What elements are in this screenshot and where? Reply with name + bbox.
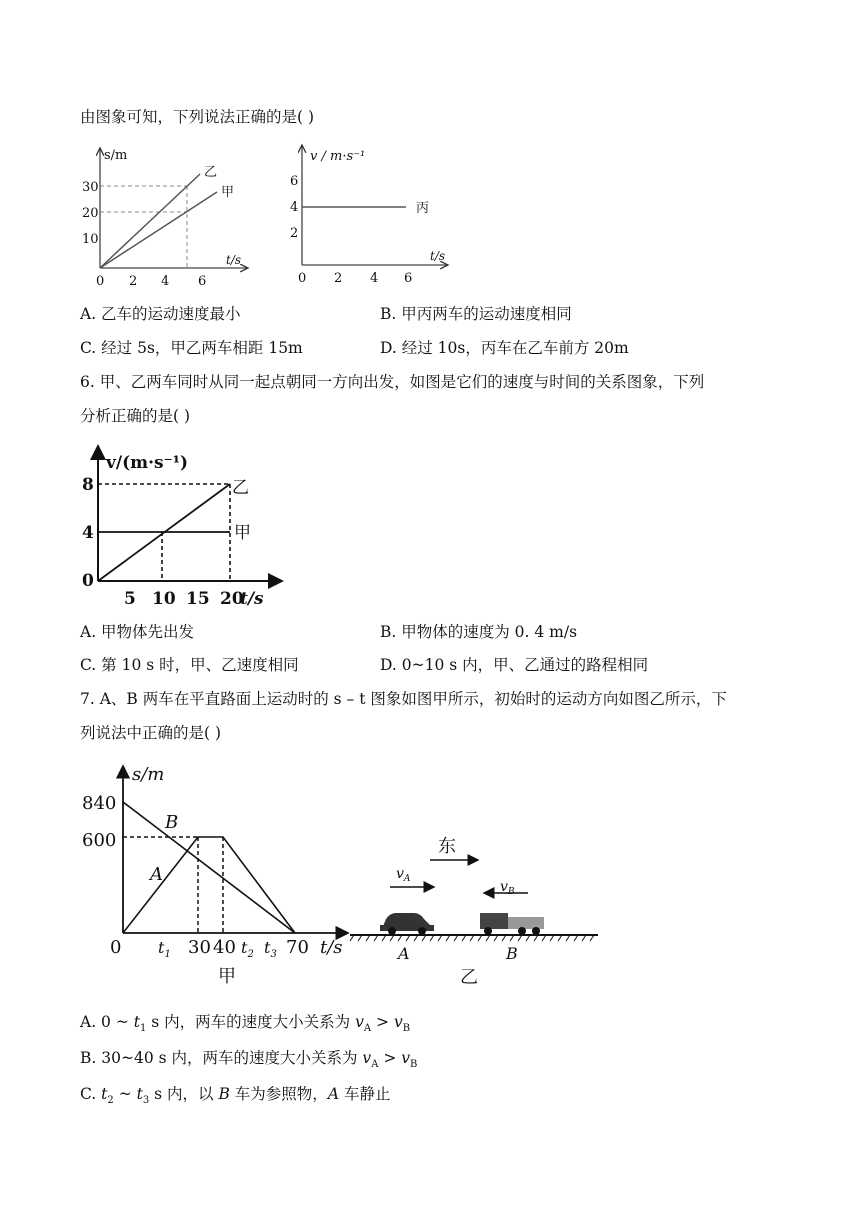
line-yi [100, 174, 200, 268]
tick-2: 2 [290, 226, 299, 241]
q7-option-b[interactable]: B. 30~40 s 内，两车的速度大小关系为 $v_A > v_B$ [80, 1049, 418, 1071]
tick-x15: 15 [186, 589, 210, 609]
tick-x5: 5 [124, 589, 136, 609]
tick-8: 8 [82, 475, 94, 495]
q6-vt-graph [82, 440, 292, 610]
tick-x2: 2 [334, 271, 343, 286]
q6-option-c[interactable]: C. 第 10 s 时，甲、乙速度相同 [80, 656, 299, 674]
tick-x0: 0 [298, 271, 307, 286]
q7-stem-line1: 7. A、B 两车在平直路面上运动时的 s – t 图象如图甲所示，初始时的运动方向如图乙所示，下 [80, 690, 727, 708]
line-b [123, 802, 295, 933]
label-yi: 乙 [232, 478, 249, 498]
q7-option-c[interactable]: C. $t_2$ ~ $t_3$ s 内，以 B 车为参照物，A 车静止 [80, 1085, 391, 1107]
line-a [123, 837, 295, 933]
tick-20: 20 [82, 206, 99, 221]
caption-jia: 甲 [218, 966, 236, 987]
q5-option-b[interactable]: B. 甲丙两车的运动速度相同 [380, 305, 572, 323]
q6-stem-line1: 6. 甲、乙两车同时从同一起点朝同一方向出发，如图是它们的速度与时间的关系图象，下列 [80, 373, 705, 391]
tick-0: 0 [82, 571, 94, 591]
tick-30: 30 [82, 180, 99, 195]
x-axis-label: t/s [430, 249, 446, 263]
label-b: B [165, 812, 179, 833]
vb-label: $v_B$ [500, 879, 515, 897]
label-bing: 丙 [416, 201, 430, 216]
x-axis-label: t/s [320, 937, 343, 958]
va-label: $v_A$ [396, 866, 411, 884]
y-axis-label: v / m·s⁻¹ [310, 149, 366, 164]
direction-label: 东 [438, 836, 456, 857]
label-jia: 甲 [221, 185, 235, 200]
tick-30: 30 [188, 937, 211, 958]
y-axis-label: v/(m·s⁻¹) [106, 453, 189, 473]
q5-option-c[interactable]: C. 经过 5s，甲乙两车相距 15m [80, 339, 303, 357]
tick-10: 10 [82, 232, 99, 247]
q7-cars-figure [350, 825, 605, 990]
car-a-label: A [398, 944, 410, 963]
tick-4: 4 [82, 523, 94, 543]
q5-stem: 由图象可知，下列说法正确的是( ) [80, 108, 315, 126]
tick-840: 840 [82, 793, 117, 814]
tick-x0: 0 [96, 274, 105, 289]
car-b-label: B [506, 944, 518, 963]
tick-x6: 6 [404, 271, 413, 286]
truck-b-icon [480, 913, 544, 935]
car-a-icon [380, 913, 434, 935]
tick-x10: 10 [152, 589, 176, 609]
q5-st-graph [80, 140, 260, 290]
line-jia [100, 192, 217, 268]
label-jia: 甲 [234, 523, 251, 543]
q5-vt-graph [288, 140, 458, 290]
tick-4: 4 [290, 200, 299, 215]
tick-x4: 4 [370, 271, 379, 286]
tick-70: 70 [286, 937, 309, 958]
y-axis-label: s/m [132, 764, 165, 785]
tick-t3: $t_3$ [264, 938, 277, 960]
q7-stem-line2: 列说法中正确的是( ) [80, 724, 222, 742]
label-yi: 乙 [204, 165, 218, 180]
tick-6: 6 [290, 174, 299, 189]
q7-st-graph [80, 760, 355, 985]
x-axis-label: t/s [240, 589, 264, 609]
q5-option-d[interactable]: D. 经过 10s，丙车在乙车前方 20m [380, 339, 629, 357]
tick-40: 40 [213, 937, 236, 958]
y-axis-label: s/m [104, 148, 128, 163]
tick-600: 600 [82, 830, 117, 851]
tick-origin: 0 [110, 937, 122, 958]
q6-option-a[interactable]: A. 甲物体先出发 [80, 623, 195, 641]
tick-x4: 4 [161, 274, 170, 289]
q6-option-d[interactable]: D. 0~10 s 内，甲、乙通过的路程相同 [380, 656, 649, 674]
q6-option-b[interactable]: B. 甲物体的速度为 0. 4 m/s [380, 623, 578, 641]
caption-yi: 乙 [460, 967, 478, 988]
tick-t1: $t_1$ [158, 938, 171, 960]
tick-t2: $t_2$ [241, 938, 254, 960]
q7-option-a[interactable]: A. 0 ~ $t_1$ s 内，两车的速度大小关系为 $v_A > v_B$ [80, 1013, 411, 1035]
tick-x6: 6 [198, 274, 207, 289]
label-a: A [150, 864, 163, 885]
q6-stem-line2: 分析正确的是( ) [80, 407, 191, 425]
tick-x2: 2 [129, 274, 138, 289]
x-axis-label: t/s [226, 253, 242, 267]
tick-x20: 20 [220, 589, 244, 609]
q5-option-a[interactable]: A. 乙车的运动速度最小 [80, 305, 241, 323]
